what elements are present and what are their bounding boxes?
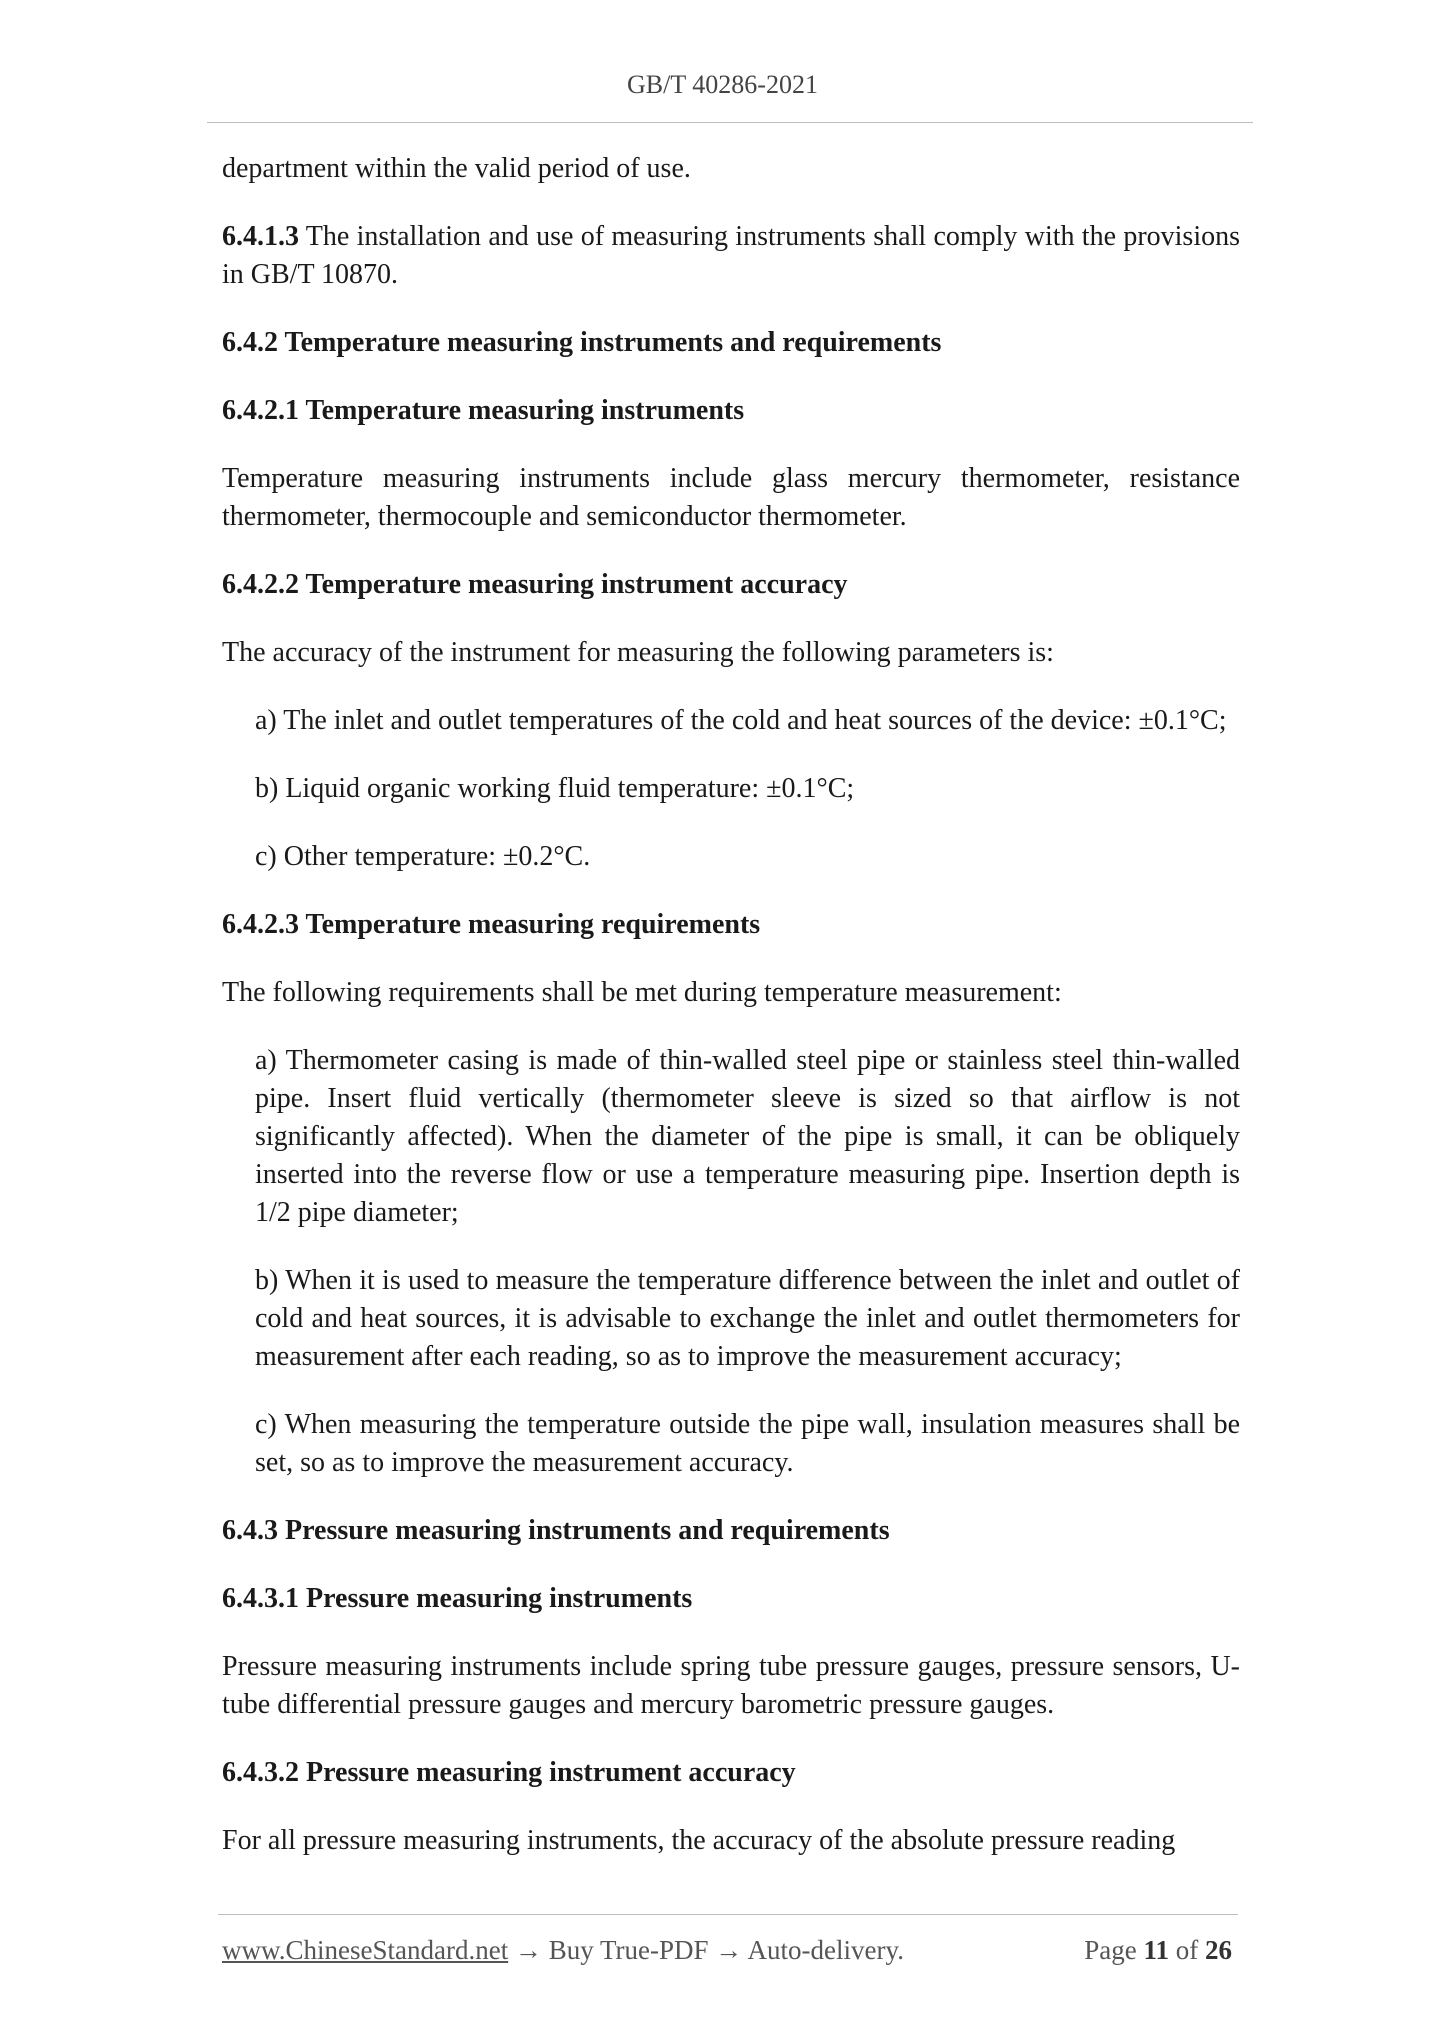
document-code-header: GB/T 40286-2021	[627, 70, 818, 99]
paragraph-pressure-accuracy: For all pressure measuring instruments, the accuracy of the absolute pressure reading	[222, 1825, 1176, 1856]
clause-6-4-1-3	[222, 218, 1240, 294]
current-page-number: 11	[1143, 1935, 1169, 1965]
clause-text: The installation and use of measuring instruments shall comply with the provisions in GB/T 10870.	[222, 221, 1240, 290]
list-item-accuracy-c: c) Other temperature: ±0.2°C.	[255, 841, 591, 872]
clause-number: 6.4.1.3	[222, 221, 299, 252]
paragraph-continuation: department within the valid period of use.	[222, 153, 691, 184]
section-heading-6-4-3: 6.4.3 Pressure measuring instruments and requirements	[222, 1515, 890, 1546]
list-item-requirement-c: c) When measuring the temperature outside the pipe wall, insulation measures shall be set, so as to improve the measurement accuracy.	[255, 1409, 1240, 1478]
website-link[interactable]: www.ChineseStandard.net	[222, 1935, 509, 1965]
section-heading-6-4-2-1: 6.4.2.1 Temperature measuring instruments	[222, 395, 745, 426]
list-item-requirement-a: a) Thermometer casing is made of thin-walled steel pipe or stainless steel thin-walled pipe. Insert fluid vertically (thermometer sleeve is sized so that airflow is not significantly affected). When the diameter of the pipe is small, it can be obliquely inserted into the reverse flow or use a temperature measuring pipe. Insertion depth is 1/2 pipe diameter;	[255, 1045, 1240, 1228]
section-heading-6-4-2: 6.4.2 Temperature measuring instruments and requirements	[222, 327, 942, 358]
paragraph-pressure-instruments: Pressure measuring instruments include spring tube pressure gauges, pressure sensors, U-tube differential pressure gauges and mercury barometric pressure gauges.	[222, 1651, 1240, 1720]
paragraph-accuracy-intro: The accuracy of the instrument for measuring the following parameters is:	[222, 637, 1054, 668]
paragraph-temperature-instruments: Temperature measuring instruments include glass mercury thermometer, resistance thermometer, thermocouple and semiconductor thermometer.	[222, 463, 1240, 532]
document-body	[222, 150, 1240, 1890]
section-heading-6-4-3-1: 6.4.3.1 Pressure measuring instruments	[222, 1583, 693, 1614]
of-label: of	[1169, 1935, 1205, 1965]
list-item-accuracy-b: b) Liquid organic working fluid temperature: ±0.1°C;	[255, 773, 855, 804]
paragraph-requirements-intro: The following requirements shall be met during temperature measurement:	[222, 977, 1062, 1008]
footer-promo	[222, 1932, 904, 1968]
total-page-count: 26	[1205, 1935, 1232, 1965]
list-item-requirement-b: b) When it is used to measure the temperature difference between the inlet and outlet of cold and heat sources, it is advisable to exchange the inlet and outlet thermometers for measurement after each reading, so as to improve the measurement accuracy;	[255, 1265, 1240, 1372]
footer-divider	[218, 1914, 1238, 1915]
page-label: Page	[1084, 1935, 1144, 1965]
section-heading-6-4-2-2: 6.4.2.2 Temperature measuring instrument accuracy	[222, 569, 848, 600]
footer-promo-text: → Buy True-PDF → Auto-delivery.	[508, 1935, 904, 1965]
header-divider	[207, 122, 1253, 123]
section-heading-6-4-2-3: 6.4.2.3 Temperature measuring requirements	[222, 909, 761, 940]
page-indicator	[1084, 1932, 1232, 1968]
list-item-accuracy-a: a) The inlet and outlet temperatures of the cold and heat sources of the device: ±0.1°C;	[255, 705, 1227, 736]
page-footer	[222, 1932, 1232, 1972]
section-heading-6-4-3-2: 6.4.3.2 Pressure measuring instrument accuracy	[222, 1757, 796, 1788]
